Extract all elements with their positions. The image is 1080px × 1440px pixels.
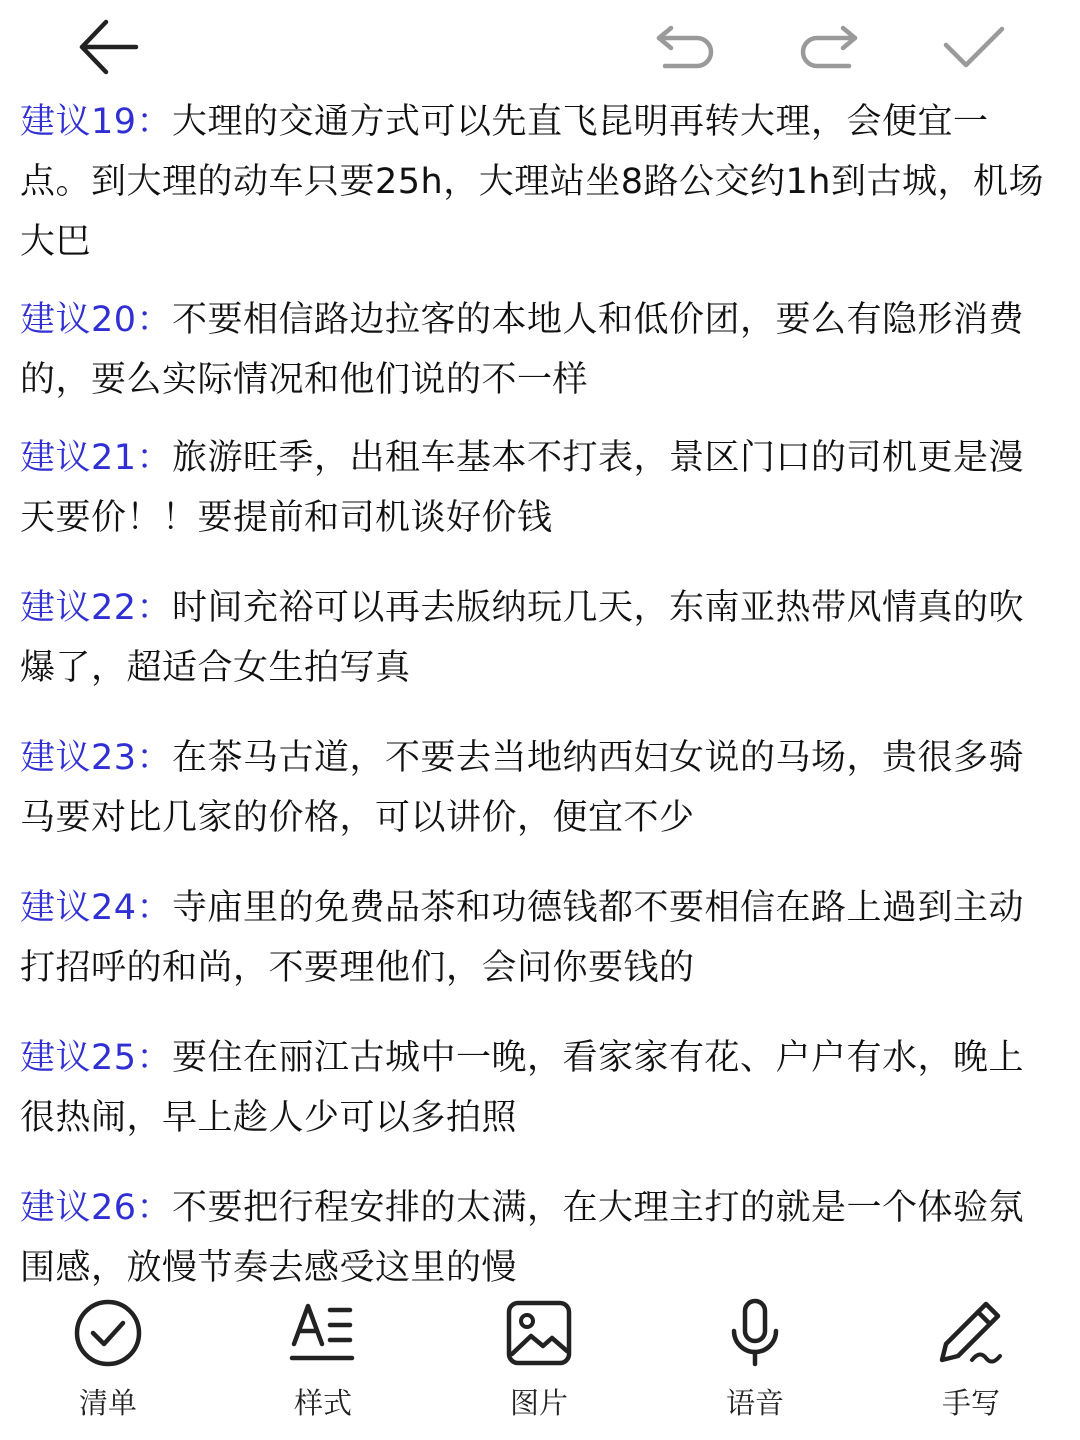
redo-button[interactable] [790, 14, 866, 80]
tip-paragraph [20, 1028, 1048, 1148]
tip-paragraph [20, 290, 1048, 410]
checklist-label: 清单 [78, 1386, 137, 1420]
tip-paragraph [20, 728, 1048, 848]
note-content[interactable] [20, 92, 1048, 1292]
tip-label: 建议19： [20, 102, 173, 142]
done-button[interactable] [936, 14, 1012, 80]
text-style-icon [286, 1296, 360, 1370]
tip-label: 建议26： [20, 1188, 173, 1228]
tip-text: 大理的交通方式可以先直飞昆明再转大理，会便宜一点。到大理的动车只要25h，大理站坐8路公交约1h到古城，机场大巴 [20, 102, 1044, 262]
image-label: 图片 [509, 1386, 568, 1420]
voice-button[interactable] [680, 1296, 830, 1426]
tip-paragraph [20, 878, 1048, 998]
tip-text: 在茶马古道，不要去当地纳西妇女说的马场，贵很多骑马要对比几家的价格，可以讲价，便宜不少 [20, 738, 1025, 838]
checklist-button[interactable] [33, 1296, 183, 1426]
handwrite-button[interactable] [896, 1296, 1046, 1426]
tip-text: 时间充裕可以再去版纳玩几天，东南亚热带风情真的吹爆了，超适合女生拍写真 [20, 588, 1025, 688]
back-button[interactable] [68, 12, 148, 82]
tip-paragraph [20, 428, 1048, 548]
tip-paragraph [20, 1178, 1048, 1292]
style-button[interactable] [248, 1296, 398, 1426]
microphone-icon [718, 1296, 792, 1370]
style-label: 样式 [293, 1386, 352, 1420]
tip-text: 寺庙里的免费品茶和功德钱都不要相信在路上過到主动打招呼的和尚，不要理他们，会问你要钱的 [20, 888, 1025, 988]
arrow-left-icon [76, 17, 140, 77]
redo-icon [795, 25, 861, 69]
image-icon [502, 1296, 576, 1370]
bottom-toolbar [0, 1290, 1080, 1440]
undo-button[interactable] [648, 14, 724, 80]
image-button[interactable] [464, 1296, 614, 1426]
tip-label: 建议22： [20, 588, 173, 628]
undo-icon [653, 25, 719, 69]
tip-label: 建议23： [20, 738, 173, 778]
tip-label: 建议24： [20, 888, 173, 928]
tip-text: 旅游旺季，出租车基本不打表，景区门口的司机更是漫天要价！！要提前和司机谈好价钱 [20, 438, 1025, 538]
checkmark-icon [942, 25, 1006, 69]
handwrite-label: 手写 [941, 1386, 1000, 1420]
pen-icon [934, 1296, 1008, 1370]
check-circle-icon [71, 1296, 145, 1370]
top-toolbar [0, 0, 1080, 95]
tip-label: 建议21： [20, 438, 173, 478]
tip-paragraph [20, 578, 1048, 698]
voice-label: 语音 [725, 1386, 784, 1420]
tip-text: 不要把行程安排的太满，在大理主打的就是一个体验氛围感，放慢节奏去感受这里的慢 [20, 1188, 1025, 1288]
tip-paragraph [20, 92, 1048, 272]
tip-label: 建议25： [20, 1038, 173, 1078]
tip-text: 要住在丽江古城中一晚，看家家有花、户户有水，晚上很热闹，早上趁人少可以多拍照 [20, 1038, 1025, 1138]
tip-text: 不要相信路边拉客的本地人和低价团，要么有隐形消费的，要么实际情况和他们说的不一样 [20, 300, 1025, 400]
tip-label: 建议20： [20, 300, 173, 340]
